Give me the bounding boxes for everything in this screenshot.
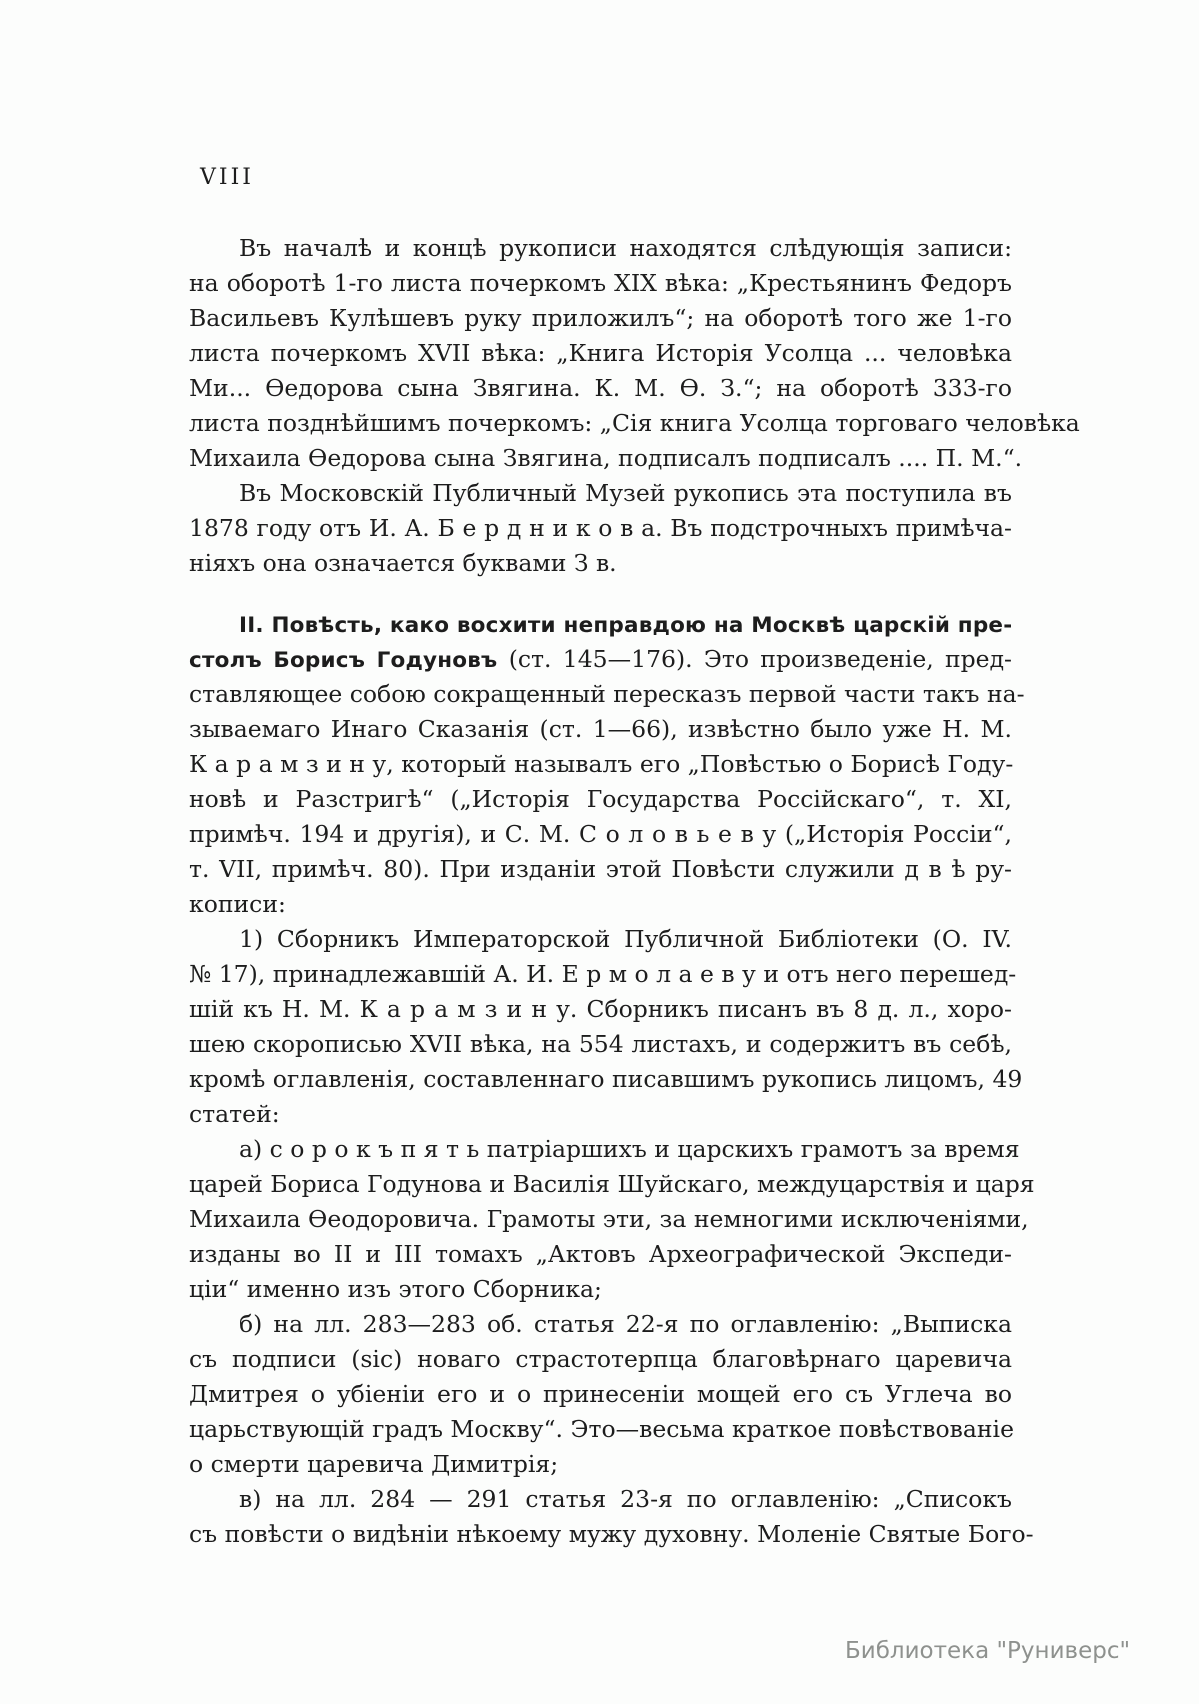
text-line: кромѣ оглавленія, составленнаго писавшимъ рукопись лицомъ, 49 <box>189 1065 1023 1093</box>
paragraph-notes <box>189 231 1080 476</box>
text-line: царьствующій градъ Москву“. Это—весьма краткое повѣствованіе <box>189 1415 1014 1443</box>
text-line: примѣч. 194 и другія), и С. М. С о л о в ь е в у („Исторія Россіи“, <box>189 820 1012 848</box>
text-line: новѣ и Разстригѣ“ („Исторія Государства Россійскаго“, т. XI, <box>189 785 1012 813</box>
text-line: ціи“ именно изъ этого Сборника; <box>189 1275 602 1303</box>
text-line: съ повѣсти о видѣніи нѣкоему мужу духовну. Моленіе Святые Бого- <box>189 1520 1034 1548</box>
text-line: в) на лл. 284 — 291 статья 23-я по оглавленію: „Списокъ <box>239 1485 1012 1513</box>
manuscript-1-paragraph <box>189 922 1023 1132</box>
text-line: а) с о р о к ъ п я т ь патріаршихъ и царскихъ грамотъ за время <box>239 1135 1020 1163</box>
text-line: ставляющее собою сокращенный пересказъ первой части такъ на- <box>189 680 1025 708</box>
paragraph-museum <box>189 476 1012 581</box>
text-line: шею скорописью XVII вѣка, на 554 листахъ, и содержитъ въ себѣ, <box>189 1030 1012 1058</box>
text-line: на оборотѣ 1-го листа почеркомъ XIX вѣка: „Крестьянинъ Федоръ <box>189 269 1012 297</box>
text-line: ніяхъ она означается буквами З в. <box>189 549 617 577</box>
list-item-v <box>189 1482 1034 1552</box>
text-line: Дмитрея о убіеніи его и о принесеніи мощей его съ Углеча во <box>189 1380 1012 1408</box>
text-line: кописи: <box>189 890 286 918</box>
section-heading-line <box>189 607 1012 642</box>
list-item-b <box>189 1307 1012 1482</box>
section-title-bold: столъ Борисъ Годуновъ <box>189 648 498 673</box>
text-line: т. VII, примѣч. 80). При изданіи этой Повѣсти служили д в ѣ ру- <box>189 855 1012 883</box>
text-line: листа позднѣйшимъ почеркомъ: „Сія книга Усолца торговаго человѣка <box>189 409 1080 437</box>
text-line: Михаила Ѳеодоровича. Грамоты эти, за немногими исключеніями, <box>189 1205 1029 1233</box>
text-line: статей: <box>189 1100 280 1128</box>
text-line: К а р а м з и н у, который называлъ его „Повѣстью о Борисѣ Году- <box>189 750 1014 778</box>
page-number: VIII <box>200 165 254 190</box>
text-line: № 17), принадлежавшій А. И. Е р м о л а е в у и отъ него перешед- <box>189 960 1017 988</box>
text-line: листа почеркомъ XVII вѣка: „Книга Исторія Усолца ... человѣка <box>189 339 1012 367</box>
page-body <box>189 231 1080 1552</box>
section-heading-line <box>189 642 1012 677</box>
text-line: Ми... Ѳедорова сына Звягина. К. М. Ѳ. З.“; на оборотѣ 333-го <box>189 374 1012 402</box>
text-line: съ подписи (sic) новаго страстотерпца благовѣрнаго царевича <box>189 1345 1012 1373</box>
text-line: Васильевъ Кулѣшевъ руку приложилъ“; на оборотѣ того же 1-го <box>189 304 1012 332</box>
text-line: б) на лл. 283—283 об. статья 22-я по оглавленію: „Выписка <box>239 1310 1012 1338</box>
text-line: царей Бориса Годунова и Василія Шуйскаго, междуцарствія и царя <box>189 1170 1035 1198</box>
text-line: 1) Сборникъ Императорской Публичной Библіотеки (О. IV. <box>239 925 1012 953</box>
section-title-rest: (ст. 145—176). Это произведеніе, пред- <box>497 645 1012 673</box>
text-line: Въ началѣ и концѣ рукописи находятся слѣдующія записи: <box>239 234 1012 262</box>
text-line: о смерти царевича Димитрія; <box>189 1450 559 1478</box>
text-line: 1878 году отъ И. А. Б е р д н и к о в а. Въ подстрочныхъ примѣча- <box>189 514 1012 542</box>
library-watermark: Библиотека "Руниверс" <box>845 1638 1131 1664</box>
text-line: изданы во II и III томахъ „Актовъ Археографической Экспеди- <box>189 1240 1012 1268</box>
section-title-bold: II. Повѣсть, како восхити неправдою на Москвѣ царскій пре- <box>239 613 1013 638</box>
text-line: Михаила Ѳедорова сына Звягина, подписалъ подписалъ .... П. М.“. <box>189 444 1023 472</box>
text-line: Въ Московскій Публичный Музей рукопись эта поступила въ <box>239 479 1012 507</box>
list-item-a <box>189 1132 1035 1307</box>
section-ii-paragraph <box>189 607 1025 922</box>
text-line: шій къ Н. М. К а р а м з и н у. Сборникъ писанъ въ 8 д. л., хоро- <box>189 995 1012 1023</box>
text-line: зываемаго Инаго Сказанія (ст. 1—66), извѣстно было уже Н. М. <box>189 715 1012 743</box>
